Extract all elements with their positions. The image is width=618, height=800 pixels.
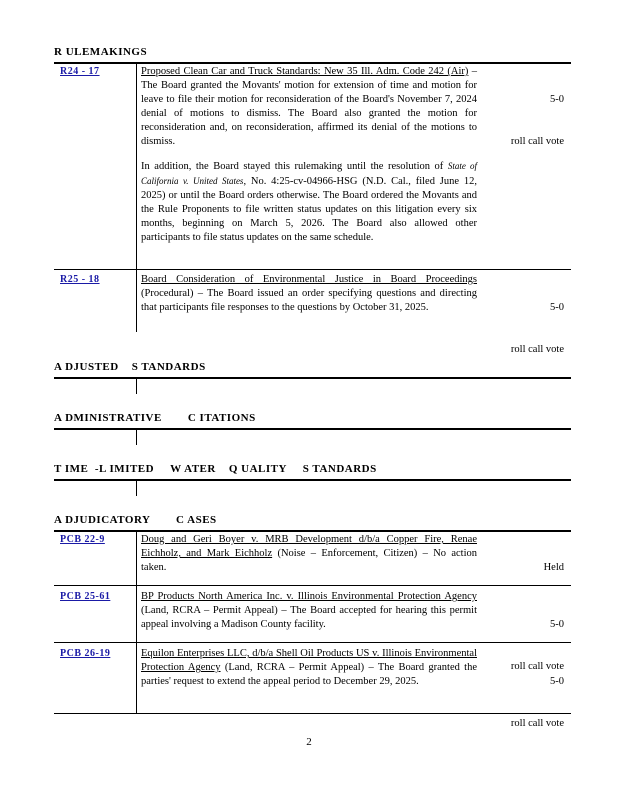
item-title: Proposed Clean Car and Truck Standards: New 35 Ill. Adm. Code 242 (Air) xyxy=(141,66,469,77)
vote-count: 5-0 xyxy=(550,94,564,105)
case-citation: State of California v. United States xyxy=(141,161,477,186)
section-title-rulemakings: R ULEMAKINGS xyxy=(54,46,148,58)
row-divider xyxy=(54,585,571,586)
column-divider xyxy=(136,62,137,269)
item-text: (Land, RCRA – Permit Appeal) – The Board granted the parties' request to extend the appeal period to December 29, 2025. xyxy=(141,662,477,687)
row-divider xyxy=(54,269,571,270)
docket-link-pcb-22-9[interactable]: PCB 22-9 xyxy=(60,534,105,545)
vote-label: roll call vote xyxy=(510,344,564,355)
item-text: (Procedural) – The Board issued an order specifying questions and directing that participants file responses to the questions by October 31, 2025. xyxy=(141,288,477,313)
item-text: In addition, the Board stayed this rulemaking until the resolution of xyxy=(141,161,448,172)
docket-link-r24-17[interactable]: R24 - 17 xyxy=(60,66,100,77)
item-text: – The Board granted the Movants' motion for extension of time and motion for leave to file their motion for reconsideration of the Board's November 7, 2024 denial of motions to dismiss. The Board also granted the motion for reconsideration and, on reconsideration, affirmed its denial of the motions to dismiss. xyxy=(141,66,478,147)
vote-result xyxy=(511,647,564,745)
vote-count: 5-0 xyxy=(550,676,564,687)
docket-link-pcb-26-19[interactable]: PCB 26-19 xyxy=(60,648,111,659)
section-title-adjudicatory-cases: A DJUDICATORY C ASES xyxy=(54,514,217,526)
vote-label: roll call vote xyxy=(510,661,564,672)
vote-count: Held xyxy=(543,562,564,573)
column-divider xyxy=(136,429,137,445)
section-title-time-limited-wqs: T IME -L IMITED W ATER Q UALITY S TANDARDS xyxy=(54,463,377,475)
section-rule xyxy=(54,62,571,64)
item-description-r24-17 xyxy=(141,65,477,245)
section-rule xyxy=(54,377,571,379)
section-title-adjusted-standards: A DJUSTED S TANDARDS xyxy=(54,361,206,373)
vote-count: 5-0 xyxy=(550,619,564,630)
item-description-pcb-25-61 xyxy=(141,590,477,632)
section-rule xyxy=(54,428,571,430)
row-divider xyxy=(54,642,571,643)
item-title: Board Consideration of Environmental Justice in Board Proceedings xyxy=(141,274,477,285)
item-text: , No. 4:25-cv-04966-HSG (N.D. Cal., filed June 12, 2025) or until the Board orders otherwise. The Board ordered the Movants and the Rule Proponents to file written status updates on this litigation every six months, beginning on March 5, 2026. The Board also allowed other participants to file status updates on the same schedule. xyxy=(141,176,477,243)
item-title: Doug and Geri Boyer v. MRB Development d/b/a Copper Fire, Renae Eichholz, and Mark Eichholz xyxy=(141,534,477,559)
vote-result xyxy=(511,65,564,163)
item-title: BP Products North America Inc. v. Illinois Environmental Protection Agency xyxy=(141,591,477,602)
column-divider xyxy=(136,378,137,394)
vote-label: roll call vote xyxy=(510,718,564,729)
section-rule xyxy=(54,479,571,481)
docket-link-r25-18[interactable]: R25 - 18 xyxy=(60,274,100,285)
item-description-pcb-26-19 xyxy=(141,647,477,689)
item-title: Equilon Enterprises LLC, d/b/a Shell Oil Products US v. Illinois Environmental Protection Agency xyxy=(141,648,477,673)
section-title-administrative-citations: A DMINISTRATIVE C ITATIONS xyxy=(54,412,256,424)
column-divider xyxy=(136,531,137,714)
item-description-pcb-22-9 xyxy=(141,533,477,575)
table-bottom-rule xyxy=(54,713,571,714)
item-description-r25-18 xyxy=(141,273,477,315)
docket-link-pcb-25-61[interactable]: PCB 25-61 xyxy=(60,591,111,602)
item-text: (Land, RCRA – Permit Appeal) – The Board accepted for hearing this permit appeal involving a Madison County facility. xyxy=(141,605,477,630)
section-rule xyxy=(54,530,571,532)
item-text: (Noise – Enforcement, Citizen) – No action taken. xyxy=(141,548,477,573)
vote-result xyxy=(544,533,564,589)
vote-result xyxy=(511,273,564,371)
column-divider xyxy=(136,480,137,496)
vote-label: roll call vote xyxy=(510,136,564,147)
vote-count: 5-0 xyxy=(550,302,564,313)
page-number: 2 xyxy=(306,736,312,748)
column-divider xyxy=(136,270,137,332)
